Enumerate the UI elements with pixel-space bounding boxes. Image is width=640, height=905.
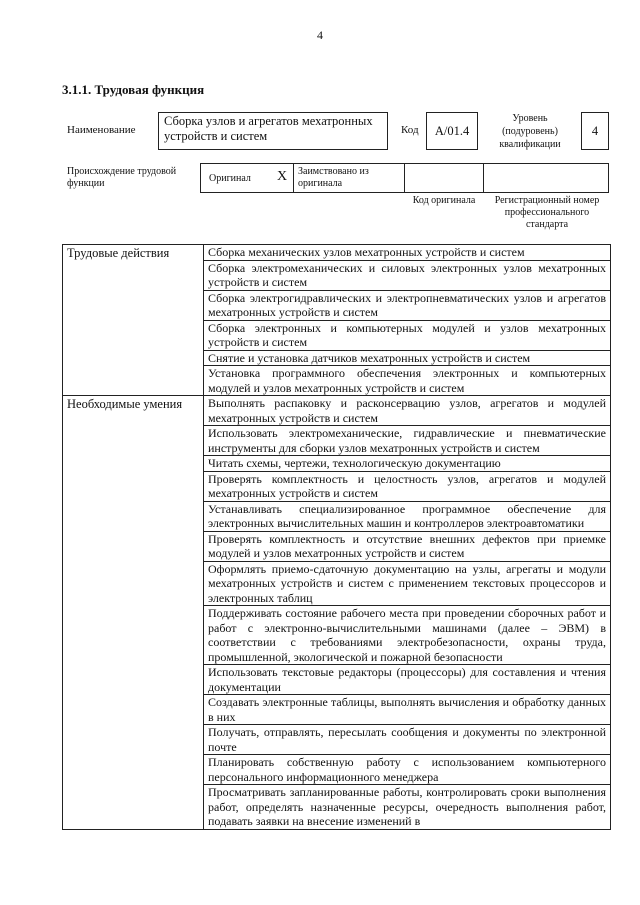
code-original-box [404,163,484,193]
category-cell: Трудовые действия [63,245,204,396]
table-cell: Создавать электронные таблицы, выполнять вычисления и обработку данных в них [204,695,611,725]
original-mark: X [277,169,288,184]
section-title: 3.1.1. Трудовая функция [62,82,205,97]
function-name-box [158,112,388,150]
original-box [200,163,294,193]
category-cell: Необходимые умения [63,396,204,830]
table-cell: Читать схемы, чертежи, технологическую документацию [204,456,611,472]
table-cell: Проверять комплектность и целостность узлов, агрегатов и модулей мехатронных устройств и систем [204,471,611,501]
table-cell: Проверять комплектность и отсутствие внешних дефектов при приемке модулей и узлов мехатронных устройств и систем [204,531,611,561]
level-label: Уровень (подуровень) квалификации [499,112,561,150]
code-value: A/01.4 [434,123,470,138]
reg-number-box [483,163,609,193]
table-cell: Просматривать запланированные работы, контролировать сроки выполнения работ, определять назначенные ресурсы, очередность выполнения работ, подавать заявки на внесение изменений в [204,785,611,830]
table-cell: Сборка механических узлов мехатронных устройств и систем [204,245,611,261]
level-value: 4 [591,123,599,138]
labor-function-table [62,244,611,830]
function-name-value: Сборка узлов и агрегатов мехатронных устройств и систем [164,114,373,143]
table-cell: Сборка электромеханических и силовых электронных узлов мехатронных устройств и систем [204,260,611,290]
table-row [63,245,611,261]
page-number: 4 [317,28,323,42]
table-cell: Использовать электромеханические, гидравлические и пневматические инструменты для сборки узлов мехатронных устройств и систем [204,426,611,456]
code-original-caption: Код оригинала [412,195,476,206]
table-row [63,396,611,426]
table-cell: Поддерживать состояние рабочего места при проведении сборочных работ и работ с электронно-вычислительными машинами (далее – ЭВМ) в соответствии с требованиями электробезопасности, охраны труда, промышленной, экологической и пожарной безопасности [204,606,611,665]
code-value-box [426,112,478,150]
table-cell: Получать, отправлять, пересылать сообщения и документы по электронной почте [204,725,611,755]
table-cell: Снятие и установка датчиков мехатронных устройств и систем [204,350,611,366]
table-cell: Планировать собственную работу с использованием компьютерного персонального информационного менеджера [204,755,611,785]
table-cell: Выполнять распаковку и расконсервацию узлов, агрегатов и модулей мехатронных устройств и систем [204,396,611,426]
table-cell: Использовать текстовые редакторы (процессоры) для составления и чтения документации [204,665,611,695]
reg-number-caption: Регистрационный номер профессионального стандарта [494,195,600,230]
table-cell: Устанавливать специализированное программное обеспечение для электронных вычислительных машин и контроллеров электроавтоматики [204,501,611,531]
borrowed-box [293,163,405,193]
borrowed-label: Заимствовано из оригинала [298,166,369,189]
code-label: Код [401,124,419,136]
level-value-box [581,112,609,150]
table-cell: Установка программного обеспечения электронных и компьютерных модулей и узлов мехатронных устройств и систем [204,366,611,396]
original-label: Оригинал [209,173,251,184]
name-label: Наименование [67,124,136,136]
table-cell: Сборка электронных и компьютерных модулей и узлов мехатронных устройств и систем [204,320,611,350]
origin-label: Происхождение трудовой функции [67,166,177,189]
table-cell: Сборка электрогидравлических и электропневматических узлов и агрегатов мехатронных устройств и систем [204,290,611,320]
table-cell: Оформлять приемо-сдаточную документацию на узлы, агрегаты и модули мехатронных устройств и систем с применением текстовых процессоров и электронных таблиц [204,561,611,606]
